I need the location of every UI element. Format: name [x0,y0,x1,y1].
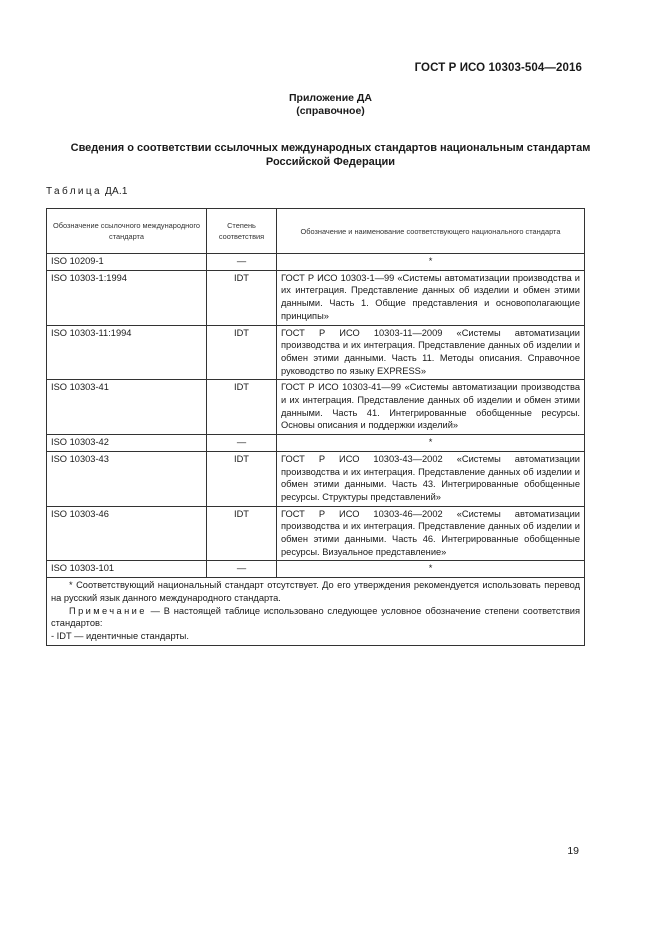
cell-degree: — [207,561,277,578]
note-label: Примечание [69,605,147,616]
section-heading-line1: Сведения о соответствии ссылочных международных стандартов национальным стандартам [70,142,591,154]
cell-national: ГОСТ Р ИСО 10303-43—2002 «Системы автоматизации производства и их интеграция. Представление данных об изделии и обмен этими данными. Часть 43. Интегрированные обобщенные ресурсы. Структуры представлений» [277,451,585,506]
cell-degree: — [207,435,277,452]
cell-code: ISO 10209-1 [47,254,207,271]
cell-code: ISO 10303-101 [47,561,207,578]
page-number: 19 [567,845,579,857]
cell-national: * [277,435,585,452]
cell-degree: — [207,254,277,271]
cell-degree: IDT [207,506,277,561]
document-code: ГОСТ Р ИСО 10303-504—2016 [414,62,582,74]
table-caption-word: Таблица [46,186,103,197]
table-row [47,561,585,578]
table-row [47,270,585,325]
cell-degree: IDT [207,451,277,506]
table-header-row [47,209,585,254]
cell-code: ISO 10303-42 [47,435,207,452]
footnote-note [51,605,580,630]
annex-block [0,92,661,118]
cell-degree: IDT [207,380,277,435]
header-international-standard: Обозначение ссылочного международного стандарта [47,209,207,254]
cell-code: ISO 10303-43 [47,451,207,506]
cell-code: ISO 10303-1:1994 [47,270,207,325]
section-heading [40,141,621,169]
cell-degree: IDT [207,270,277,325]
table-caption-number: ДА.1 [105,186,128,197]
table-row [47,506,585,561]
footnote-star: * Соответствующий национальный стандарт отсутствует. До его утверждения рекомендуется использовать перевод на русский язык данного международного стандарта. [51,580,580,603]
note-text: — В настоящей таблице использовано следующее условное обозначение степени соответствия стандартов: [51,605,580,629]
header-national-standard: Обозначение и наименование соответствующего национального стандарта [277,209,585,254]
cell-code: ISO 10303-46 [47,506,207,561]
cell-national: ГОСТ Р ИСО 10303-46—2002 «Системы автоматизации производства и их интеграция. Представление данных об изделии и обмен этими данными. Часть 46. Интегрированные обобщенные ресурсы. Визуальное представление» [277,506,585,561]
annex-title: Приложение ДА [289,92,372,104]
cell-code: ISO 10303-11:1994 [47,325,207,380]
table-footnote-row [47,578,585,646]
cell-national: * [277,561,585,578]
table-row [47,435,585,452]
cell-national: ГОСТ Р ИСО 10303-41—99 «Системы автоматизации производства и их интеграция. Представление данных об изделии и обмен этими данными. Часть 41. Интегрированные обобщенные ресурсы. Основы описания и поддержки изделий» [277,380,585,435]
footnote-idt: - IDT — идентичные стандарты. [51,630,189,641]
header-degree: Степень соответствия [207,209,277,254]
cell-national: * [277,254,585,271]
cell-national: ГОСТ Р ИСО 10303-1—99 «Системы автоматизации производства и их интеграция. Представление данных об изделии и обмен этими данными. Часть 1. Общие представления и основополагающие принципы» [277,270,585,325]
annex-subtitle: (справочное) [296,105,365,117]
table-caption [46,186,128,197]
table-row [47,254,585,271]
table-row [47,325,585,380]
cell-degree: IDT [207,325,277,380]
table-row [47,380,585,435]
section-heading-line2: Российской Федерации [265,156,396,168]
table-footnote [47,578,585,646]
cell-national: ГОСТ Р ИСО 10303-11—2009 «Системы автоматизации производства и их интеграция. Представление данных об изделии и обмен этими данными. Часть 11. Методы описания. Справочное руководство по языку EXPRESS» [277,325,585,380]
correspondence-table [46,208,585,646]
cell-code: ISO 10303-41 [47,380,207,435]
table-row [47,451,585,506]
